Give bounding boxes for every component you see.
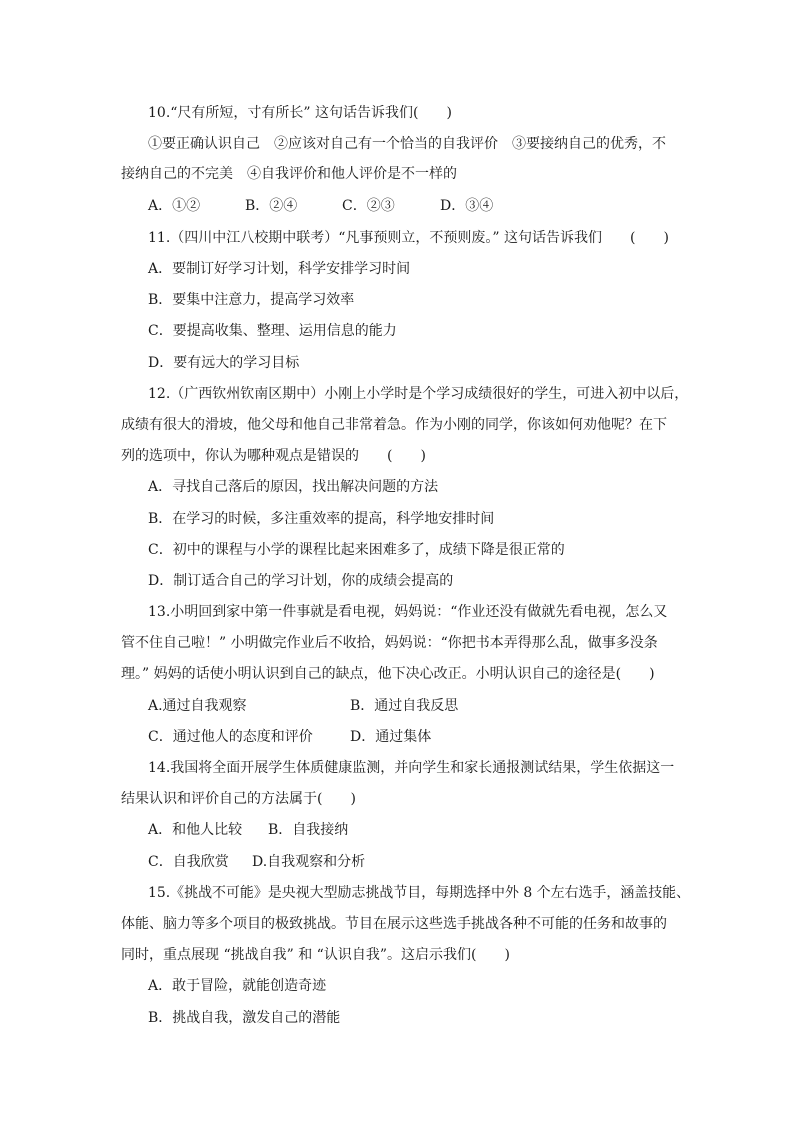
q11-stem: 11.（四川中江八校期中联考）“凡事预则立，不预则废。” 这句话告诉我们 ( ) — [148, 230, 669, 246]
q13-option-c: C．通过他人的态度和评价 — [148, 729, 313, 745]
q13-stem-line-3: 理。” 妈妈的话使小明认识到自己的缺点，他下决心改正。小明认识自己的途径是( ) — [121, 666, 655, 682]
q10-option-b: B．②④ — [245, 198, 298, 214]
q15-option-a: A．敢于冒险，就能创造奇迹 — [148, 978, 327, 994]
q14-option-c: C．自我欣赏 — [148, 854, 229, 870]
q10-stem: 10.“尺有所短，寸有所长” 这句话告诉我们( ) — [148, 105, 452, 121]
q11-option-a: A．要制订好学习计划，科学安排学习时间 — [148, 261, 411, 277]
q13-option-d: D．通过集体 — [350, 729, 432, 745]
q10-statement-line-1: ①要正确认识自己 ②应该对自己有一个恰当的自我评价 ③要接纳自己的优秀，不 — [148, 136, 666, 152]
q10-option-d: D．③④ — [440, 198, 494, 214]
q14-option-d: D.自我观察和分析 — [252, 854, 366, 870]
q15-option-b: B．挑战自我，激发自己的潜能 — [148, 1010, 341, 1026]
q11-option-b: B．要集中注意力，提高学习效率 — [148, 292, 355, 308]
q11-option-c: C．要提高收集、整理、运用信息的能力 — [148, 323, 397, 339]
q10-option-a: A．①② — [148, 198, 201, 214]
q14-stem-line-1: 14.我国将全面开展学生体质健康监测，并向学生和家长通报测试结果，学生依据这一 — [148, 760, 675, 776]
q10-option-c: C．②③ — [342, 198, 395, 214]
q12-stem-line-2: 成绩有很大的滑坡，他父母和他自己非常着急。作为小刚的同学，你该如何劝他呢？在下 — [121, 417, 667, 433]
q13-option-b: B．通过自我反思 — [350, 698, 459, 714]
q12-option-b: B．在学习的时候，多注重效率的提高，科学地安排时间 — [148, 511, 495, 527]
q12-option-a: A．寻找自己落后的原因，找出解决问题的方法 — [148, 479, 439, 495]
q11-option-d: D．要有远大的学习目标 — [148, 355, 300, 371]
q10-statement-line-2: 接纳自己的不完美 ④自我评价和他人评价是不一样的 — [121, 166, 457, 182]
q14-option-a: A．和他人比较 — [148, 822, 243, 838]
q12-option-c: C．初中的课程与小学的课程比起来困难多了，成绩下降是很正常的 — [148, 542, 565, 558]
q14-option-b: B．自我接纳 — [268, 822, 349, 838]
q12-option-d: D．制订适合自己的学习计划，你的成绩会提高的 — [148, 573, 454, 589]
q14-stem-line-2: 结果认识和评价自己的方法属于( ) — [121, 791, 356, 807]
q15-stem-line-3: 同时，重点展现 “挑战自我” 和 “认识自我”。这启示我们( ) — [121, 947, 510, 963]
q15-stem-line-2: 体能、脑力等多个项目的极致挑战。节目在展示这些选手挑战各种不可能的任务和故事的 — [121, 916, 667, 932]
q13-option-a: A.通过自我观察 — [148, 698, 247, 714]
q12-stem-line-1: 12.（广西钦州钦南区期中）小刚上小学时是个学习成绩很好的学生，可进入初中以后， — [148, 386, 689, 402]
q13-stem-line-2: 管不住自己啦！” 小明做完作业后不收拾，妈妈说：“你把书本弄得那么乱，做事多没条 — [121, 635, 658, 651]
q15-stem-line-1: 15.《挑战不可能》是央视大型励志挑战节目，每期选择中外 8 个左右选手，涵盖技能、 — [148, 885, 691, 901]
q12-stem-line-3: 列的选项中，你认为哪种观点是错误的 ( ) — [121, 448, 426, 464]
q13-stem-line-1: 13.小明回到家中第一件事就是看电视，妈妈说：“作业还没有做就先看电视，怎么又 — [148, 604, 668, 620]
